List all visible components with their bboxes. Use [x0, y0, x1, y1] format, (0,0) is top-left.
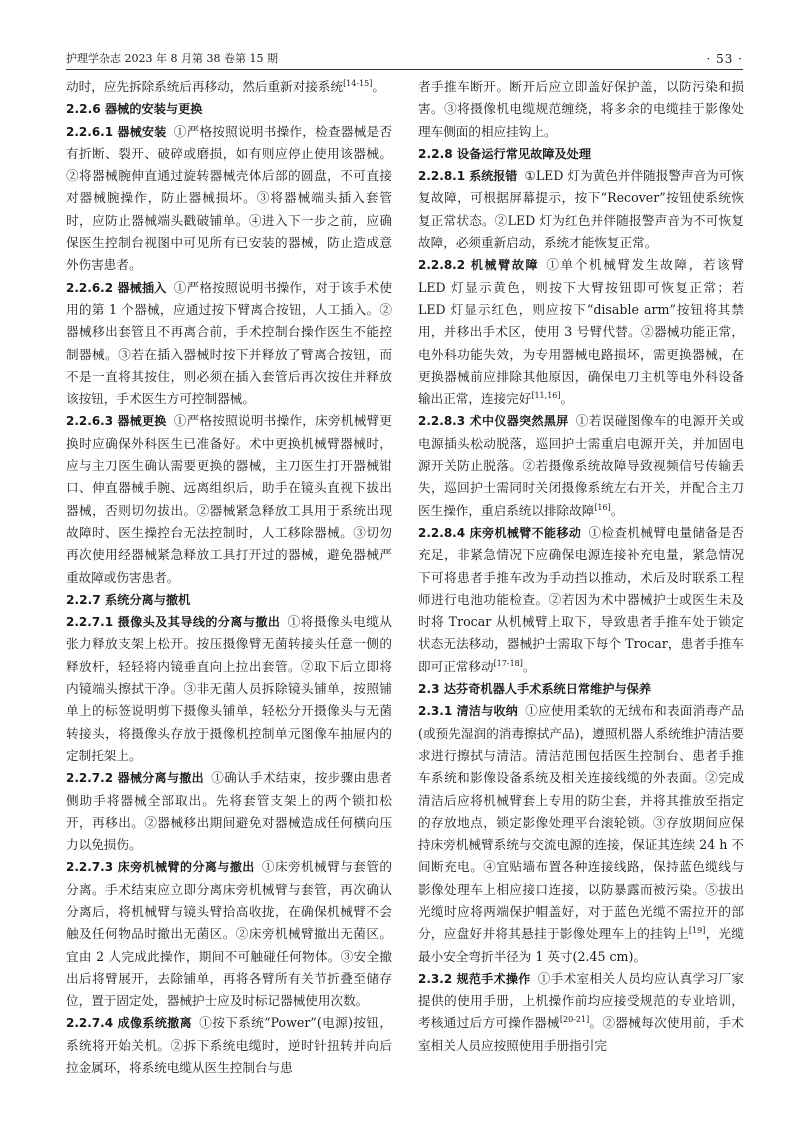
- paragraph: 2.2.8.1 系统报错 ①LED 灯为黄色并伴随报警声音为可恢复故障，可根据屏幕提示，按下“Recover”按钮使系统恢复正常状态。②LED 灯为红色并伴随报警声音为不可恢复故障，必须重新启动，系统才能恢复正常。: [418, 168, 744, 251]
- subsection-title: 2.2.8.4 床旁机械臂不能移动: [418, 525, 582, 540]
- citation: [17-18]: [493, 658, 523, 668]
- paragraph: 2.2.6.2 器械插入 ①严格按照说明书操作，对于该手术使用的第 1 个器械，应通过按下臂离合按钮，人工插入。②器械移出套管且不再离合前，手术控制台操作医生不能控制器械。③若在插入器械时按下并释放了臂离合按钮，而不是一直将其按住，则必须在插入套管后再次按住并释放该按钮，手术医生方可控制器械。: [66, 279, 392, 407]
- section-heading: 2.2.8 设备运行常见故障及处理: [418, 146, 592, 161]
- subsection-title: 2.2.8.3 术中仪器突然黑屏: [418, 414, 569, 429]
- section-heading: 2.2.6 器械的安装与更换: [66, 102, 203, 117]
- citation: [20-21]: [559, 1015, 590, 1025]
- section-heading: 2.2.7 系统分离与撤机: [66, 592, 191, 607]
- subsection-title: 2.2.6.3 器械更换: [66, 414, 167, 429]
- paragraph: 者手推车断开。断开后应立即盖好保护盖，以防污染和损害。③将摄像机电缆规范缠绕，将多余的电缆挂于影像处理车侧面的相应挂钩上。: [418, 79, 744, 139]
- journal-info: 护理学杂志 2023 年 8 月第 38 卷第 15 期: [66, 52, 278, 65]
- paragraph: 2.2.7.4 成像系统撤离 ①按下系统“Power”(电源)按钮，系统将开始关机。②拆下系统电缆时，逆时针扭转并向后拉金属环，将系统电缆从医生控制台与患: [66, 1015, 392, 1076]
- subsection-title: 2.2.8.2 机械臂故障: [418, 258, 540, 273]
- paragraph: 2.3.2 规范手术操作 ①手术室相关人员均应认真学习厂家提供的使用手册，上机操作前均应接受规范的专业培训，考核通过后方可操作器械[20-21]。②器械每次使用前，手术室相关人员应按照使用手册指引完: [418, 970, 745, 1053]
- subsection-title: 2.3.2 规范手术操作: [418, 971, 531, 986]
- subsection-title: 2.2.7.1 摄像头及其导线的分离与撤出: [66, 615, 281, 630]
- running-header: [66, 46, 743, 70]
- left-column: [66, 76, 392, 1079]
- citation: [16]: [594, 502, 611, 512]
- citation: [14-15]: [343, 79, 373, 88]
- paragraph: 2.2.7.2 器械分离与撤出 ①确认手术结束，按步骤由患者侧助手将器械全部取出。先将套管支架上的两个锁扣松开，再移出。②器械移出期间避免对器械造成任何横向压力以免损伤。: [66, 770, 392, 853]
- paragraph: 2.2.8.2 机械臂故障 ①单个机械臂发生故障，若该臂 LED 灯显示黄色，则按下大臂按钮即可恢复正常；若 LED 灯显示红色，则应按下“disable arm”按钮将其禁用，并移出手术区，使用 3 号臂代替。②器械功能正常，电外科功能失效，为专用器械电路损坏，需更换器械，在更换器械前应排除其他原因，确保电刀主机等电外科设备输出正常，连接完好[11,16]。: [418, 257, 744, 407]
- subsection-title: 2.2.7.3 床旁机械臂的分离与撤出: [66, 860, 255, 875]
- subsection-title: 2.3.1 清洁与收纳: [418, 704, 519, 719]
- paragraph: 动时，应先拆除系统后再移动，然后重新对接系统[14-15]。: [66, 79, 385, 94]
- paragraph: 2.2.8.3 术中仪器突然黑屏 ①若误碰图像车的电源开关或电源插头松动脱落，巡回护士需重启电源开关，并加固电源开关防止脱落。②若摄像系统故障导致视频信号传输丢失，巡回护士需同时关闭摄像系统左右开关，并配合主刀医生操作，重启系统以排除故障[16]。: [418, 413, 744, 518]
- subsection-title: 2.2.6.2 器械插入: [66, 280, 167, 295]
- paragraph: 2.2.7.1 摄像头及其导线的分离与撤出 ①将摄像头电缆从张力释放支架上松开。按压摄像臂无菌转接头任意一侧的释放杆，轻轻将内镜垂直向上拉出套管。②取下后立即将内镜端头擦拭干净。③非无菌人员拆除镜头铺单，按照铺单上的标签说明剪下摄像头铺单，轻松分开摄像头与无菌转接头，将摄像头存放于摄像机控制单元图像车抽屉内的定制托架上。: [66, 614, 392, 763]
- subsection-title: 2.2.7.4 成像系统撤离: [66, 1016, 193, 1031]
- paragraph: 2.2.6.3 器械更换 ①严格按照说明书操作，床旁机械臂更换时应确保外科医生已准备好。术中更换机械臂器械时，应与主刀医生确认需要更换的器械，主刀医生打开器械钳口、伸直器械手腕、远离组织后，助手在镜头直视下拔出器械，否则切勿拔出。②器械紧急释放工具用于系统出现故障时、医生操控台无法控制时，人工移除器械。③切勿再次使用经器械紧急释放工具打开过的器械，避免器械严重故障或伤害患者。: [66, 413, 392, 585]
- page-number: · 53 ·: [706, 52, 743, 66]
- paragraph: 2.3.1 清洁与收纳 ①应使用柔软的无绒布和表面消毒产品(或预先湿润的消毒擦拭产品)，遵照机器人系统维护清洁要求进行擦拭与清洁。清洁范围包括医生控制台、患者手推车系统和影像设备系统及相关连接线缆的外表面。②完成清洁后应将机械臂套上专用的防尘套，并将其推放至指定的存放地点，锁定影像处理平台滚轮锁。③存放期间应保持床旁机械臂系统与交流电源的连接，保证其连续 24 h 不间断充电。④宜贴墙布置各种连接线路，保持蓝色缆线与影像处理车上相应接口连接，以防暴露而被污染。⑤拔出光缆时应将两端保护帽盖好，对于蓝色光缆不需拉开的部分，应盘好并将其悬挂于影像处理车上的挂钩上[19]，光缆最小安全弯折半径为 1 英寸(2.45 cm)。: [418, 703, 745, 964]
- paragraph: 2.2.8.4 床旁机械臂不能移动 ①检查机械臂电量储备是否充足，非紧急情况下应确保电源连接补充电量，紧急情况下可将患者手推车改为手动挡以推动，术后及时联系工程师进行电池功能检查。②若因为术中器械护士或医生未及时将 Trocar 从机械臂上取下，导致患者手推车处于锁定状态无法移动，器械护士需取下每个 Trocar，患者手推车即可正常移动[17-18]。: [418, 524, 744, 674]
- subsection-title: 2.2.7.2 器械分离与撤出: [66, 771, 205, 786]
- subsection-title: 2.2.6.1 器械安装: [66, 124, 167, 139]
- subsection-title: 2.2.8.1 系统报错: [418, 169, 518, 184]
- section-heading: 2.3 达芬奇机器人手术系统日常维护与保养: [418, 682, 652, 697]
- citation: [11,16]: [531, 391, 561, 401]
- citation: [19]: [688, 926, 706, 936]
- right-column: [418, 76, 744, 1057]
- paragraph: 2.2.7.3 床旁机械臂的分离与撤出 ①床旁机械臂与套管的分离。手术结束应立即分离床旁机械臂与套管，再次确认分离后，将机械臂与镜头臂拾高收拢，在确保机械臂不会触及任何物品时撤出无菌区。②床旁机械臂撤出无菌区。宜由 2 人完成此操作，期间不可触碰任何物体。③安全撤出后将臂展开，去除铺单，再将各臂所有关节折叠至储存位，置于固定处，器械护士应及时标记器械使用次数。: [66, 859, 392, 1009]
- paragraph: 2.2.6.1 器械安装 ①严格按照说明书操作，检查器械是否有折断、裂开、破碎或磨损，如有则应停止使用该器械。②将器械腕伸直通过旋转器械壳体后部的圆盘，不可直接对器械腕操作，防止器械损坏。③将器械端头插入套管时，应防止器械端头戳破铺单。④进入下一步之前，应确保医生控制台视图中可见所有已安装的器械，防止造成意外伤害患者。: [66, 123, 392, 273]
